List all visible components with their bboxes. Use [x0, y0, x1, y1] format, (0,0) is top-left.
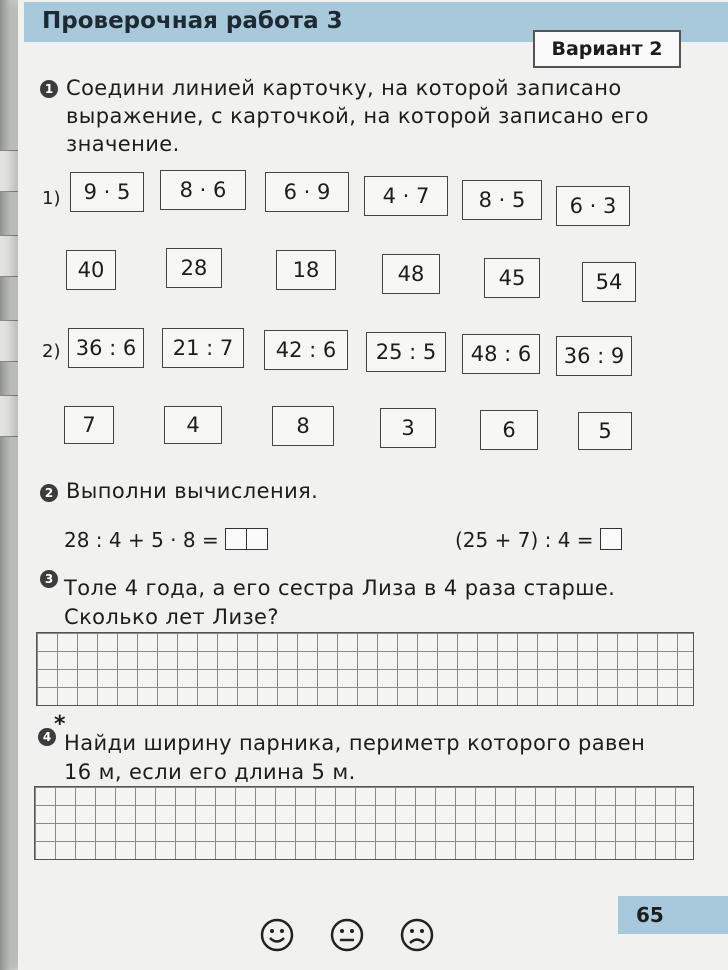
answer-box[interactable]	[600, 528, 622, 550]
expression-card[interactable]: 21 : 7	[162, 328, 244, 368]
value-card[interactable]: 6	[480, 410, 538, 450]
task1-text-line: значение.	[66, 132, 180, 156]
sad-face-icon[interactable]	[400, 918, 434, 952]
spine-tab	[0, 395, 19, 437]
expression-card[interactable]: 36 : 6	[68, 328, 144, 368]
expression-card[interactable]: 48 : 6	[462, 334, 540, 374]
row-label-2: 2)	[42, 341, 61, 362]
answer-grid-task3[interactable]	[36, 632, 694, 706]
page-title: Проверочная работа 3	[42, 8, 343, 34]
task4-star: *	[54, 712, 66, 737]
value-card[interactable]: 5	[578, 412, 632, 450]
task4-text-line: 16 м, если его длина 5 м.	[64, 760, 356, 784]
value-card[interactable]: 40	[66, 250, 116, 290]
page-number: 65	[618, 896, 728, 934]
task-number-1: 1	[40, 80, 58, 98]
value-card[interactable]: 54	[582, 262, 636, 302]
answer-box[interactable]	[247, 528, 268, 550]
task-number-3: 3	[40, 570, 58, 588]
neutral-face-icon[interactable]	[330, 918, 364, 952]
expression-card[interactable]: 4 · 7	[364, 176, 448, 216]
value-card[interactable]: 3	[380, 408, 436, 448]
task1-text-line: выражение, с карточкой, на которой записано его	[66, 104, 649, 128]
task3-text-line: Сколько лет Лизе?	[64, 605, 279, 629]
spine-tab	[0, 150, 19, 192]
task-number-4: 4	[38, 728, 56, 746]
spine-tab	[0, 320, 19, 362]
expression-2-text: (25 + 7) : 4 =	[455, 528, 594, 552]
expression-card[interactable]: 8 · 6	[160, 170, 246, 210]
value-card[interactable]: 7	[64, 406, 114, 444]
value-card[interactable]: 28	[166, 248, 222, 288]
answer-grid-task4[interactable]	[34, 786, 694, 860]
expression-card[interactable]: 25 : 5	[366, 332, 446, 372]
value-card[interactable]: 48	[382, 254, 440, 294]
expression-1	[64, 528, 268, 552]
task2-text: Выполни вычисления.	[66, 479, 319, 503]
task4-text-line: Найди ширину парника, периметр которого равен	[64, 731, 646, 755]
variant-label: Вариант 2	[533, 30, 681, 68]
expression-card[interactable]: 9 · 5	[70, 172, 144, 212]
task-number-2: 2	[40, 484, 58, 502]
book-spine	[0, 0, 20, 970]
value-card[interactable]: 8	[272, 406, 334, 446]
expression-card[interactable]: 6 · 9	[265, 172, 349, 212]
task3-text-line: Толе 4 года, а его сестра Лиза в 4 раза старше.	[64, 576, 616, 600]
expression-card[interactable]: 8 · 5	[462, 180, 542, 220]
expression-2	[455, 528, 622, 552]
expression-1-text: 28 : 4 + 5 · 8 =	[64, 528, 219, 552]
spine-tab	[0, 235, 19, 277]
expression-card[interactable]: 42 : 6	[264, 330, 348, 370]
expression-card[interactable]: 36 : 9	[556, 336, 632, 376]
answer-box[interactable]	[225, 528, 247, 550]
task1-text-line: Соедини линией карточку, на которой записано	[66, 76, 622, 100]
value-card[interactable]: 18	[276, 250, 336, 290]
value-card[interactable]: 4	[164, 406, 222, 444]
value-card[interactable]: 45	[484, 258, 540, 298]
row-label-1: 1)	[42, 188, 61, 209]
expression-card[interactable]: 6 · 3	[556, 186, 630, 226]
happy-face-icon[interactable]	[260, 918, 294, 952]
